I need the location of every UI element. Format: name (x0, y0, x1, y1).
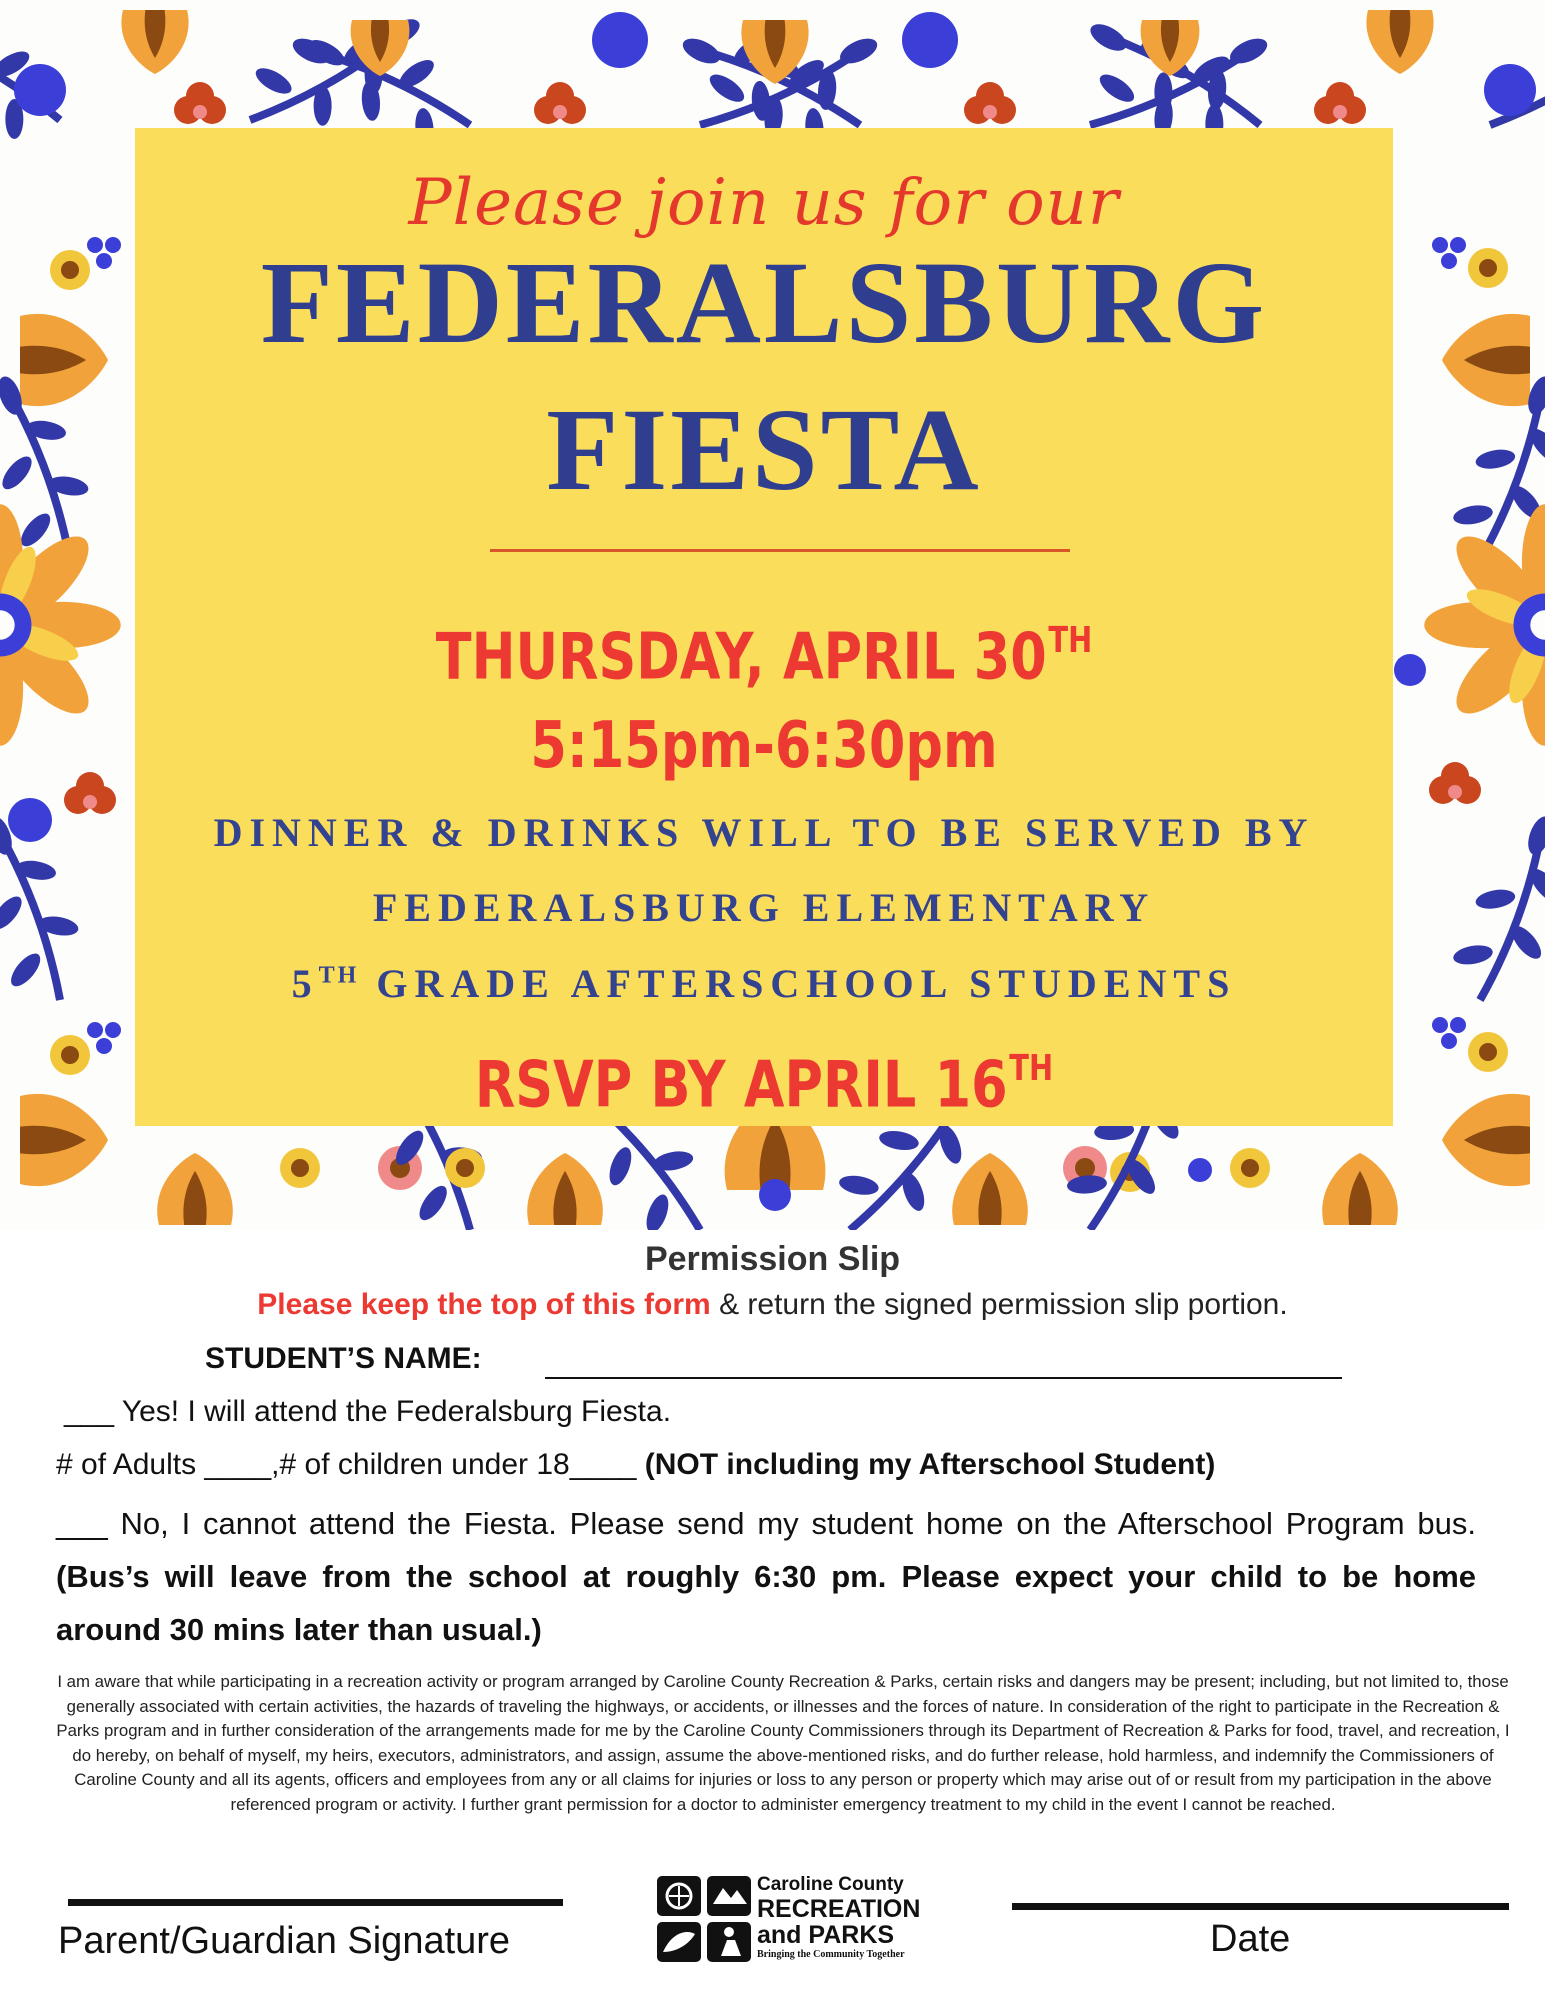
served-by-line2: FEDERALSBURG ELEMENTARY (372, 885, 1156, 930)
event-date: THURSDAY, APRIL 30TH (435, 620, 1093, 695)
liability-waiver: I am aware that while participating in a recreation activity or program arranged by Caroline County Recreation & Parks, certain risks and dangers may be present; including, but not limited to, those generally associated with certain activities, the hazards of traveling the highways, or accidents, or illnesses and the forces of nature. In consideration of the right to participate in the Recreation & Parks program and in further consideration of the arrangements made for me by the Caroline County Commissioners through its Department of Recreation & Parks for food, travel, and recreation, I do hereby, on behalf of myself, my heirs, executors, administrators, and assign, assume the above-mentioned risks, and do further release, hold harmless, and indemnify the Commissioners of Caroline County and all its agents, officers and employees from any or all claims for injuries or loss to any person or property which may arise out of or result from my participation in the above referenced program or activity. I further grant permission for a doctor to administer emergency treatment to my child in the event I cannot be reached. (56, 1672, 1510, 1814)
date-label: Date (1210, 1918, 1291, 1960)
invitation-card (135, 128, 1393, 1126)
logo-line1: Caroline County (757, 1874, 904, 1895)
no-attend-option[interactable]: ___ No, I cannot attend the Fiesta. Please send my student home on the Afterschool Program bus. (Bus’s will leave from the school at roughly 6:30 pm. Please expect your child to be home around 30 mins later than usual.) (56, 1506, 1476, 1647)
served-by-line3: 5TH GRADE AFTERSCHOOL STUDENTS (291, 961, 1237, 1006)
yes-attend-option[interactable]: ___ Yes! I will attend the Federalsburg Fiesta. (64, 1395, 672, 1428)
student-name-label: STUDENT’S NAME: (205, 1342, 482, 1375)
signature-line[interactable] (68, 1899, 563, 1906)
student-name-field[interactable] (545, 1377, 1342, 1379)
date-line[interactable] (1012, 1903, 1509, 1910)
caroline-county-rec-parks-logo (655, 1874, 920, 1964)
rec-parks-logo-icon (655, 1874, 755, 1964)
title-divider (490, 549, 1070, 552)
event-title-line1: FEDERALSBURG (260, 237, 1268, 368)
logo-line2: RECREATION (757, 1895, 921, 1923)
slip-instructions: Please keep the top of this form & return the signed permission slip portion. (257, 1288, 1288, 1321)
served-by-line1: DINNER & DRINKS WILL TO BE SERVED BY (213, 810, 1315, 855)
rsvp-deadline: RSVP BY APRIL 16TH (474, 1048, 1054, 1123)
signature-label: Parent/Guardian Signature (58, 1920, 511, 1962)
logo-line3: and PARKS (757, 1921, 895, 1949)
slip-title: Permission Slip (644, 1240, 901, 1278)
event-title-line2: FIESTA (546, 384, 982, 515)
attendee-count-line[interactable]: # of Adults ____,# of children under 18____ (NOT including my Afterschool Student) (56, 1448, 1216, 1481)
event-time: 5:15pm-6:30pm (530, 709, 998, 783)
invitation-intro: Please join us for our (408, 166, 1120, 240)
logo-tagline: Bringing the Community Together (757, 1949, 905, 1960)
